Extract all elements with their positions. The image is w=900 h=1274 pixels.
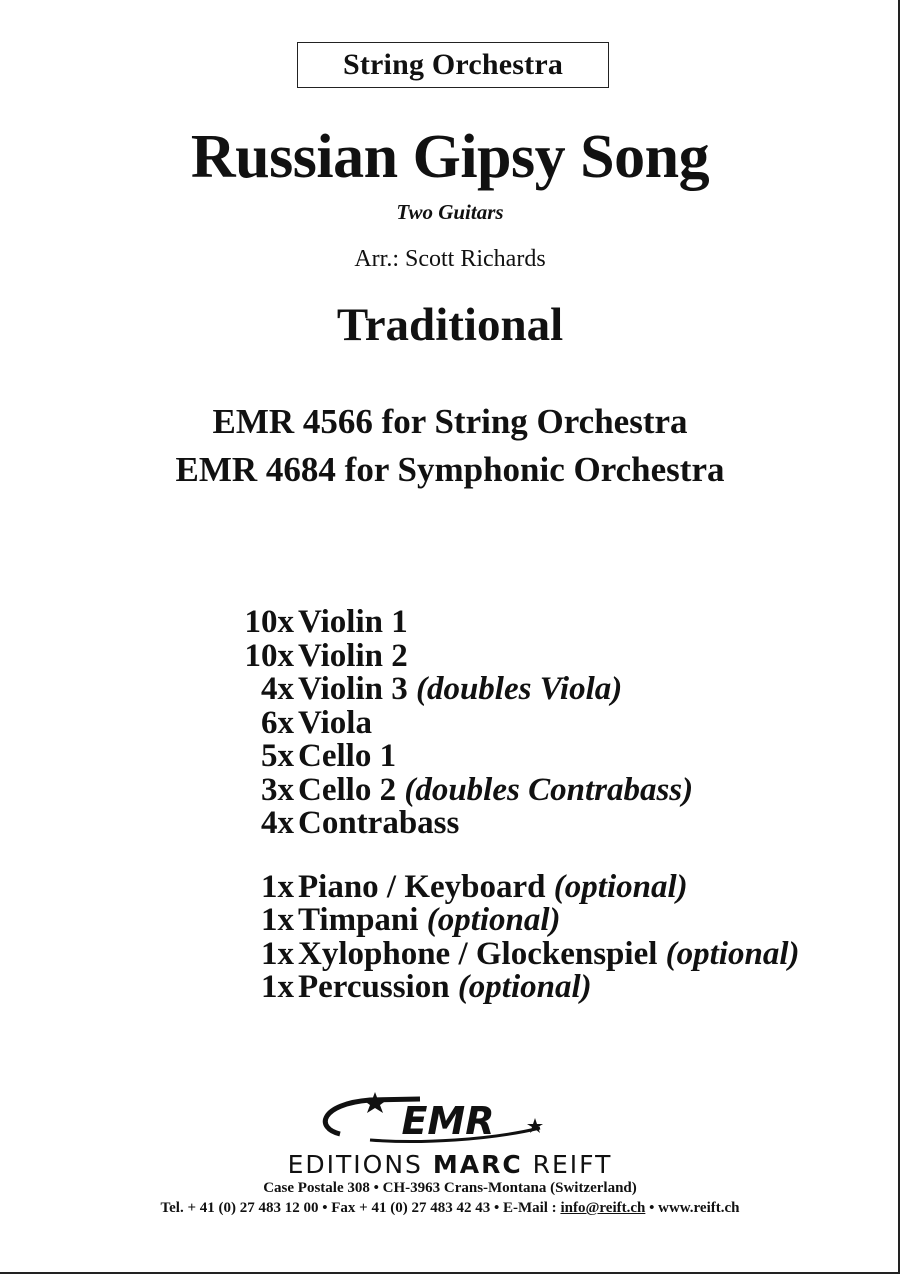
part-row bbox=[0, 673, 900, 707]
part-note: (optional) bbox=[665, 935, 800, 972]
contact-phone-fax: Tel. + 41 (0) 27 483 12 00 • Fax + 41 (0) 27 483 42 43 • E-Mail : bbox=[160, 1200, 561, 1216]
list-spacer bbox=[0, 841, 900, 871]
part-name: Violin 3 bbox=[298, 671, 408, 707]
composer-credit: Traditional bbox=[336, 299, 564, 351]
part-name: Violin 1 bbox=[298, 604, 408, 640]
part-quantity: 6x bbox=[261, 704, 294, 741]
category-label: String Orchestra bbox=[297, 42, 609, 88]
part-note: (doubles Viola) bbox=[415, 671, 623, 707]
part-name: Percussion bbox=[298, 969, 450, 1005]
piece-subtitle: Two Guitars bbox=[396, 200, 504, 224]
optional-part-row bbox=[0, 935, 900, 972]
part-row bbox=[0, 606, 900, 640]
part-note: (optional) bbox=[457, 969, 592, 1005]
part-quantity: 5x bbox=[261, 738, 294, 774]
part-note: (optional) bbox=[426, 902, 561, 938]
part-name: Viola bbox=[298, 704, 372, 741]
part-quantity: 1x bbox=[261, 902, 294, 938]
part-name: Piano / Keyboard bbox=[298, 868, 546, 905]
emr-logo bbox=[300, 1090, 600, 1150]
part-name: Cello 2 bbox=[298, 771, 397, 808]
edition-line: EMR 4684 for Symphonic Orchestra bbox=[175, 450, 725, 489]
part-quantity: 10x bbox=[244, 637, 294, 674]
part-name: Cello 1 bbox=[298, 738, 397, 774]
arranger-credit: Arr.: Scott Richards bbox=[354, 246, 546, 272]
optional-part-row bbox=[0, 971, 900, 1005]
publisher-name-part: EDITIONS bbox=[287, 1150, 423, 1179]
part-name: Xylophone / Glockenspiel bbox=[298, 935, 658, 972]
publisher-name-part: MARC bbox=[432, 1150, 523, 1179]
part-row bbox=[0, 740, 900, 774]
part-quantity: 1x bbox=[261, 969, 294, 1005]
part-quantity: 4x bbox=[261, 671, 294, 707]
star-icon bbox=[363, 1092, 387, 1113]
part-quantity: 1x bbox=[261, 868, 294, 905]
piece-title: Russian Gipsy Song bbox=[190, 123, 710, 191]
part-quantity: 10x bbox=[244, 604, 294, 640]
part-name: Violin 2 bbox=[298, 637, 408, 674]
part-quantity: 1x bbox=[261, 935, 294, 972]
publisher-name bbox=[0, 1150, 900, 1179]
part-name: Timpani bbox=[298, 902, 419, 938]
part-quantity: 4x bbox=[261, 805, 294, 841]
optional-part-row bbox=[0, 868, 900, 905]
optional-part-row bbox=[0, 904, 900, 938]
part-note: (optional) bbox=[553, 868, 688, 905]
publisher-address: Case Postale 308 • CH-3963 Crans-Montana (Switzerland) bbox=[263, 1180, 637, 1196]
publisher-contact bbox=[0, 1200, 900, 1217]
publisher-name-part: REIFT bbox=[532, 1150, 613, 1179]
part-row bbox=[0, 771, 900, 808]
parts-list bbox=[0, 606, 900, 1005]
part-row bbox=[0, 807, 900, 841]
part-row bbox=[0, 704, 900, 741]
logo-text: EMR bbox=[401, 1099, 495, 1143]
part-row bbox=[0, 637, 900, 674]
part-name: Contrabass bbox=[298, 805, 460, 841]
email-link[interactable]: info@reift.ch bbox=[560, 1200, 646, 1216]
part-quantity: 3x bbox=[261, 771, 294, 808]
website-text: • www.reift.ch bbox=[645, 1200, 740, 1216]
part-note: (doubles Contrabass) bbox=[404, 771, 694, 808]
edition-line: EMR 4566 for String Orchestra bbox=[212, 402, 688, 441]
